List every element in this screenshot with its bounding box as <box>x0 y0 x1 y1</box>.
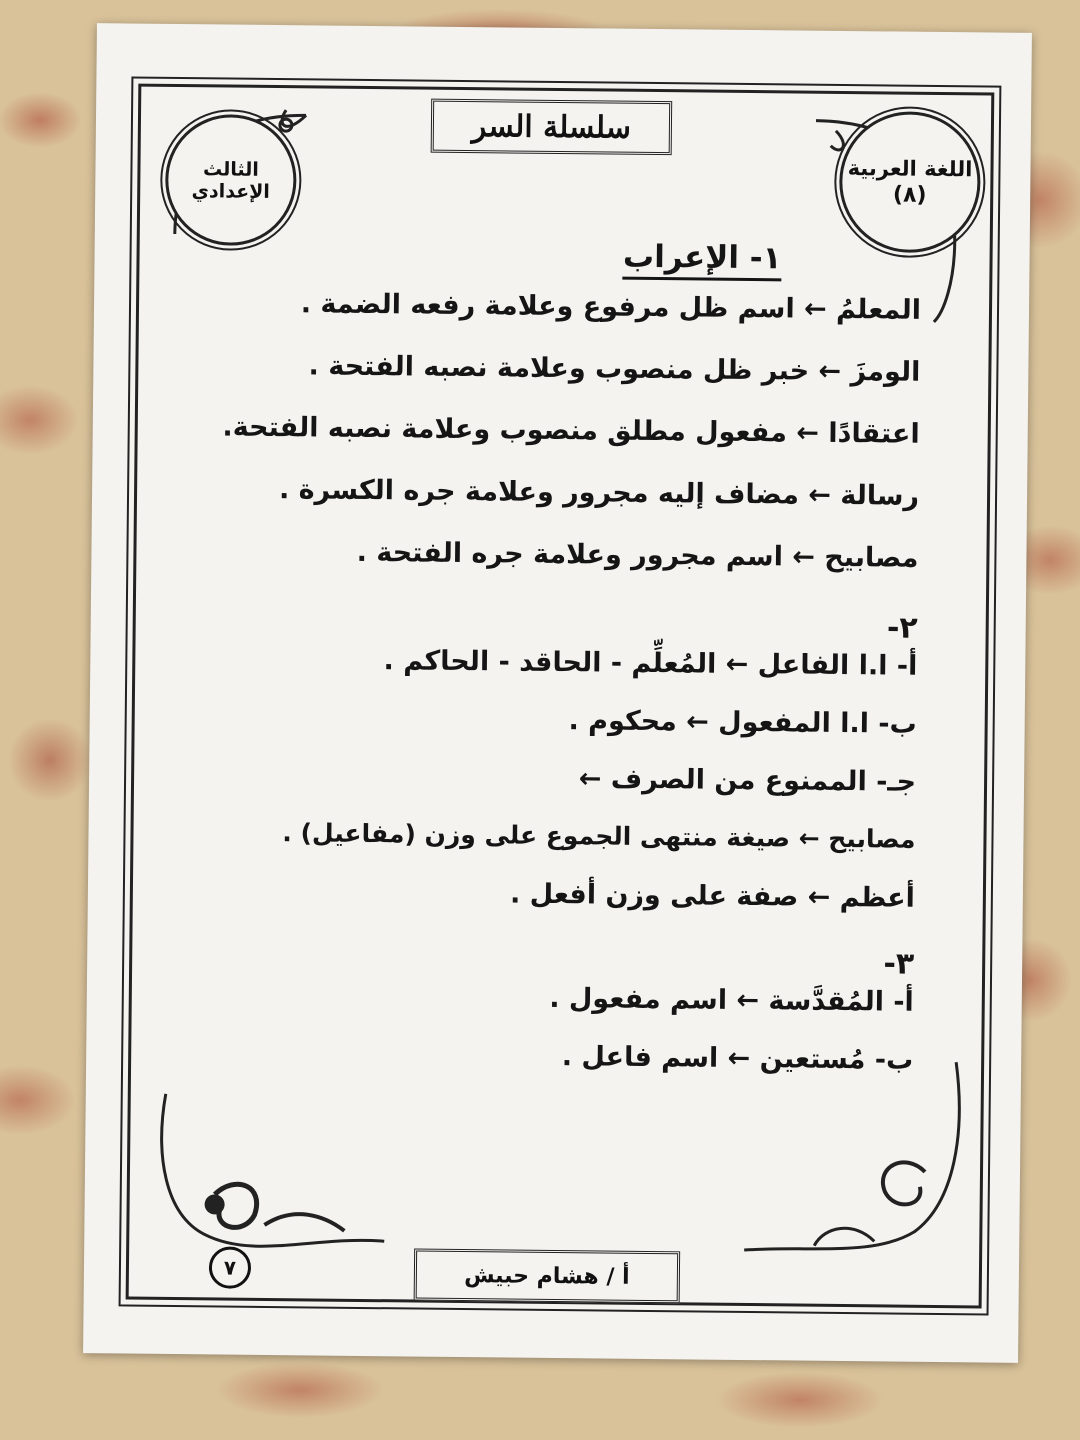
answer-2c-item-2: أعظم ← صفة على وزن أفعل . <box>509 878 916 914</box>
grade-circle <box>165 114 297 246</box>
page-number: ٧ <box>209 1246 251 1288</box>
parse-line-5: مصابيح ← اسم مجرور وعلامة جره الفتحة . <box>356 536 919 574</box>
subject-label: اللغة العربية <box>847 156 973 182</box>
bottom-left-ornament <box>144 1074 406 1277</box>
series-title: سلسلة السر <box>431 99 673 156</box>
parse-line-4: رسالة ← مضاف إليه مجرور وعلامة جره الكسرة . <box>278 474 920 512</box>
section-1-title: ١- الإعراب <box>623 239 782 282</box>
answer-2c-item-1: مصابيح ← صيغة منتهى الجموع على وزن (مفاعيل) . <box>282 818 916 854</box>
sheet-number: (٨) <box>892 182 927 208</box>
parse-line-3: اعتقادًا ← مفعول مطلق منصوب وعلامة نصبه الفتحة. <box>222 411 920 450</box>
teacher-name: أ / هشام حبيش <box>464 1262 630 1290</box>
parse-line-2: الومزَ ← خبر ظل منصوب وعلامة نصبه الفتحة . <box>308 350 921 388</box>
answer-content <box>206 234 922 1102</box>
parse-line-1: المعلمُ ← اسم ظل مرفوع وعلامة رفعه الضمة . <box>300 288 922 326</box>
answer-2c: جـ- الممنوع من الصرف ← <box>578 763 917 798</box>
grade-label: الثالث الإعدادي <box>191 157 270 203</box>
section-2-label: ٢- <box>886 610 918 646</box>
section-3-label: ٣- <box>883 946 915 982</box>
answer-3b: ب- مُستعين ← اسم فاعل . <box>561 1041 914 1076</box>
answer-3a: أ- المُقدَّسة ← اسم مفعول . <box>549 982 914 1018</box>
worksheet-paper <box>83 23 1032 1363</box>
answer-2a: أ- ا.ا الفاعل ← المُعلِّم - الحاقد - الحاكم . <box>383 645 918 682</box>
subject-circle <box>839 111 981 253</box>
answer-2b: ب- ا.ا المفعول ← محكوم . <box>568 705 917 740</box>
teacher-name-box <box>414 1249 681 1304</box>
